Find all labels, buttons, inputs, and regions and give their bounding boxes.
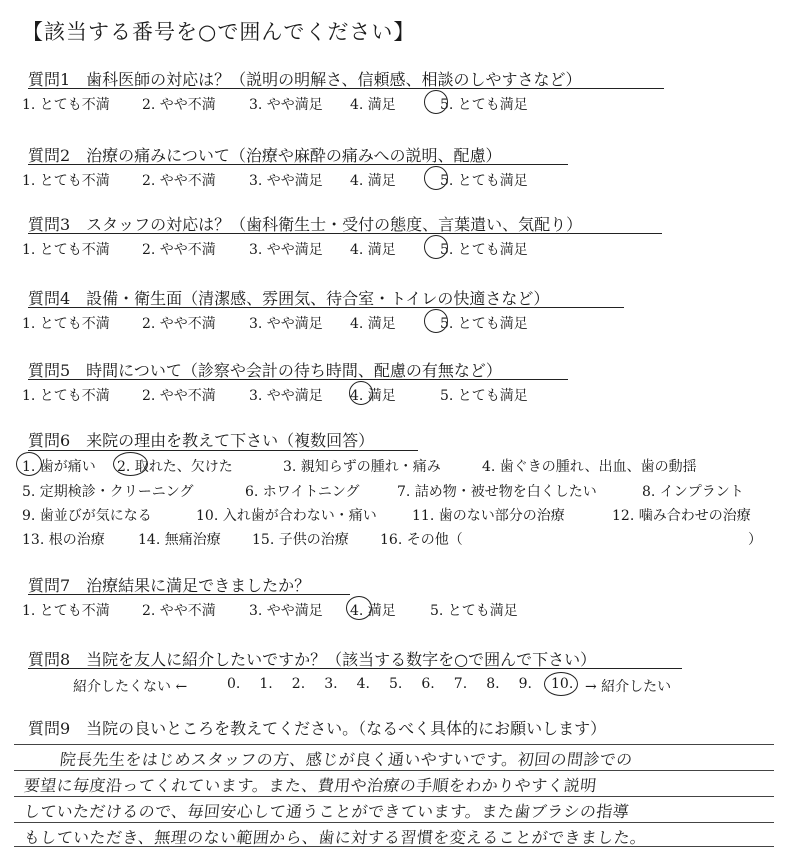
- q3-selection-circle: [424, 235, 448, 259]
- q4-option-4[interactable]: 4. 満足: [350, 316, 396, 332]
- q6-option-16-close: ）: [748, 532, 762, 548]
- answer-line: [14, 796, 774, 797]
- q6-option-16[interactable]: 16. その他（: [380, 532, 463, 548]
- q5-option-5[interactable]: 5. とても満足: [440, 388, 528, 404]
- q6-option-7[interactable]: 7. 詰め物・被せ物を白くしたい: [397, 484, 597, 500]
- question-9-heading: 質問9 当院の良いところを教えてください。（なるべく具体的にお願いします）: [28, 719, 607, 738]
- question-3-heading: 質問3 スタッフの対応は？（歯科衛生士・受付の態度、言葉遣い、気配り）: [28, 215, 583, 234]
- q5-option-2[interactable]: 2. やや不満: [142, 388, 216, 404]
- q7-selection-circle: [346, 596, 372, 620]
- q7-option-1[interactable]: 1. とても不満: [22, 603, 110, 619]
- q6-option-2[interactable]: 2. 取れた、欠けた: [117, 459, 233, 475]
- q3-option-5[interactable]: 5. とても満足: [440, 242, 528, 258]
- q5-option-4[interactable]: 4. 満足: [350, 388, 396, 404]
- q7-option-5[interactable]: 5. とても満足: [430, 603, 518, 619]
- q6-option-4[interactable]: 4. 歯ぐきの腫れ、出血、歯の動揺: [482, 459, 697, 475]
- q4-option-1[interactable]: 1. とても不満: [22, 316, 110, 332]
- q4-selection-circle: [424, 309, 448, 333]
- q6-option-15[interactable]: 15. 子供の治療: [252, 532, 349, 548]
- q1-option-2[interactable]: 2. やや不満: [142, 97, 216, 113]
- answer-line: [14, 770, 774, 771]
- q8-number-2[interactable]: 2.: [291, 676, 306, 692]
- q5-option-1[interactable]: 1. とても不満: [22, 388, 110, 404]
- question-8-heading: 質問8 当院を友人に紹介したいですか？（該当する数字を○で囲んで下さい）: [28, 650, 597, 669]
- question-2-heading: 質問2 治療の痛みについて（治療や麻酔の痛みへの説明、配慮）: [28, 146, 502, 165]
- q6-selection-circle-2: [113, 452, 148, 476]
- q8-number-10[interactable]: 10.: [551, 676, 574, 692]
- q6-selection-circle-1: [16, 452, 42, 476]
- q9-answer-line-4: もしていただき、無理のない範囲から、歯に対する習慣を変えることができました。: [22, 828, 648, 847]
- q2-option-2[interactable]: 2. やや不満: [142, 173, 216, 189]
- question-1-heading: 質問1 歯科医師の対応は？（説明の明解さ、信頼感、相談のしやすさなど）: [28, 70, 582, 89]
- q6-option-11[interactable]: 11. 歯のない部分の治療: [412, 508, 565, 524]
- answer-line: [14, 822, 774, 823]
- q1-option-4[interactable]: 4. 満足: [350, 97, 396, 113]
- q6-option-14[interactable]: 14. 無痛治療: [138, 532, 221, 548]
- q6-option-13[interactable]: 13. 根の治療: [22, 532, 105, 548]
- q5-option-3[interactable]: 3. やや満足: [249, 388, 323, 404]
- question-7-heading: 質問7 治療結果に満足できましたか？: [28, 576, 311, 595]
- q3-option-2[interactable]: 2. やや不満: [142, 242, 216, 258]
- q8-number-5[interactable]: 5.: [389, 676, 403, 692]
- question-6-underline: [28, 450, 418, 451]
- q1-selection-circle: [424, 90, 448, 114]
- q6-option-8[interactable]: 8. インプラント: [642, 484, 744, 500]
- q8-number-4[interactable]: 4.: [356, 676, 370, 692]
- q5-selection-circle: [349, 381, 373, 405]
- q8-number-8[interactable]: 8.: [486, 676, 500, 692]
- q9-answer-line-3: していただけるので、毎回安心して通うことができています。また歯ブラシの指導: [22, 802, 631, 821]
- q7-option-3[interactable]: 3. やや満足: [249, 603, 323, 619]
- question-5-underline: [28, 379, 568, 380]
- q2-option-5[interactable]: 5. とても満足: [440, 173, 528, 189]
- question-7-underline: [28, 594, 350, 595]
- q3-option-1[interactable]: 1. とても不満: [22, 242, 110, 258]
- q6-option-5[interactable]: 5. 定期検診・クリーニング: [22, 484, 194, 500]
- q8-right-label: → 紹介したい: [585, 679, 672, 695]
- q6-option-6[interactable]: 6. ホワイトニング: [245, 484, 360, 500]
- page-title: 【該当する番号を○で囲んでください】: [22, 20, 416, 44]
- q1-option-1[interactable]: 1. とても不満: [22, 97, 110, 113]
- q8-selection-circle: [544, 672, 578, 696]
- question-8-underline: [28, 668, 682, 669]
- q4-option-3[interactable]: 3. やや満足: [249, 316, 323, 332]
- question-4-heading: 質問4 設備・衛生面（清潔感、雰囲気、待合室・トイレの快適さなど）: [28, 289, 550, 308]
- q1-option-3[interactable]: 3. やや満足: [249, 97, 323, 113]
- question-6-heading: 質問6 来院の理由を教えて下さい（複数回答）: [28, 431, 375, 450]
- q8-left-label: 紹介したくない ←: [73, 679, 188, 695]
- q8-number-7[interactable]: 7.: [453, 676, 468, 692]
- q2-option-3[interactable]: 3. やや満足: [249, 173, 323, 189]
- q6-option-9[interactable]: 9. 歯並びが気になる: [22, 508, 152, 524]
- q4-option-2[interactable]: 2. やや不満: [142, 316, 216, 332]
- q4-option-5[interactable]: 5. とても満足: [440, 316, 528, 332]
- q9-answer-line-2: 要望に毎度沿ってくれています。また、費用や治療の手順をわかりやすく説明: [22, 776, 598, 795]
- q8-number-1[interactable]: 1.: [259, 676, 273, 692]
- q2-selection-circle: [424, 166, 448, 190]
- q3-option-3[interactable]: 3. やや満足: [249, 242, 323, 258]
- question-1-underline: [28, 88, 664, 89]
- question-2-underline: [28, 164, 568, 165]
- q6-option-1[interactable]: 1. 歯が痛い: [22, 459, 96, 475]
- q7-option-2[interactable]: 2. やや不満: [142, 603, 216, 619]
- answer-line: [14, 744, 774, 745]
- q3-option-4[interactable]: 4. 満足: [350, 242, 396, 258]
- q8-number-3[interactable]: 3.: [324, 676, 338, 692]
- q1-option-5[interactable]: 5. とても満足: [440, 97, 528, 113]
- q6-option-10[interactable]: 10. 入れ歯が合わない・痛い: [196, 508, 377, 524]
- q8-number-9[interactable]: 9.: [518, 676, 532, 692]
- question-3-underline: [28, 233, 662, 234]
- question-5-heading: 質問5 時間について（診察や会計の待ち時間、配慮の有無など）: [28, 361, 502, 380]
- q2-option-4[interactable]: 4. 満足: [350, 173, 396, 189]
- q6-option-12[interactable]: 12. 噛み合わせの治療: [612, 508, 751, 524]
- q2-option-1[interactable]: 1. とても不満: [22, 173, 110, 189]
- q8-number-0[interactable]: 0.: [227, 676, 241, 692]
- question-4-underline: [28, 307, 624, 308]
- q7-option-4[interactable]: 4. 満足: [350, 603, 396, 619]
- q6-option-3[interactable]: 3. 親知らずの腫れ・痛み: [283, 459, 441, 475]
- q8-number-6[interactable]: 6.: [421, 676, 435, 692]
- q9-answer-line-1: 院長先生をはじめスタッフの方、感じが良く通いやすいです。初回の問診での: [58, 750, 634, 769]
